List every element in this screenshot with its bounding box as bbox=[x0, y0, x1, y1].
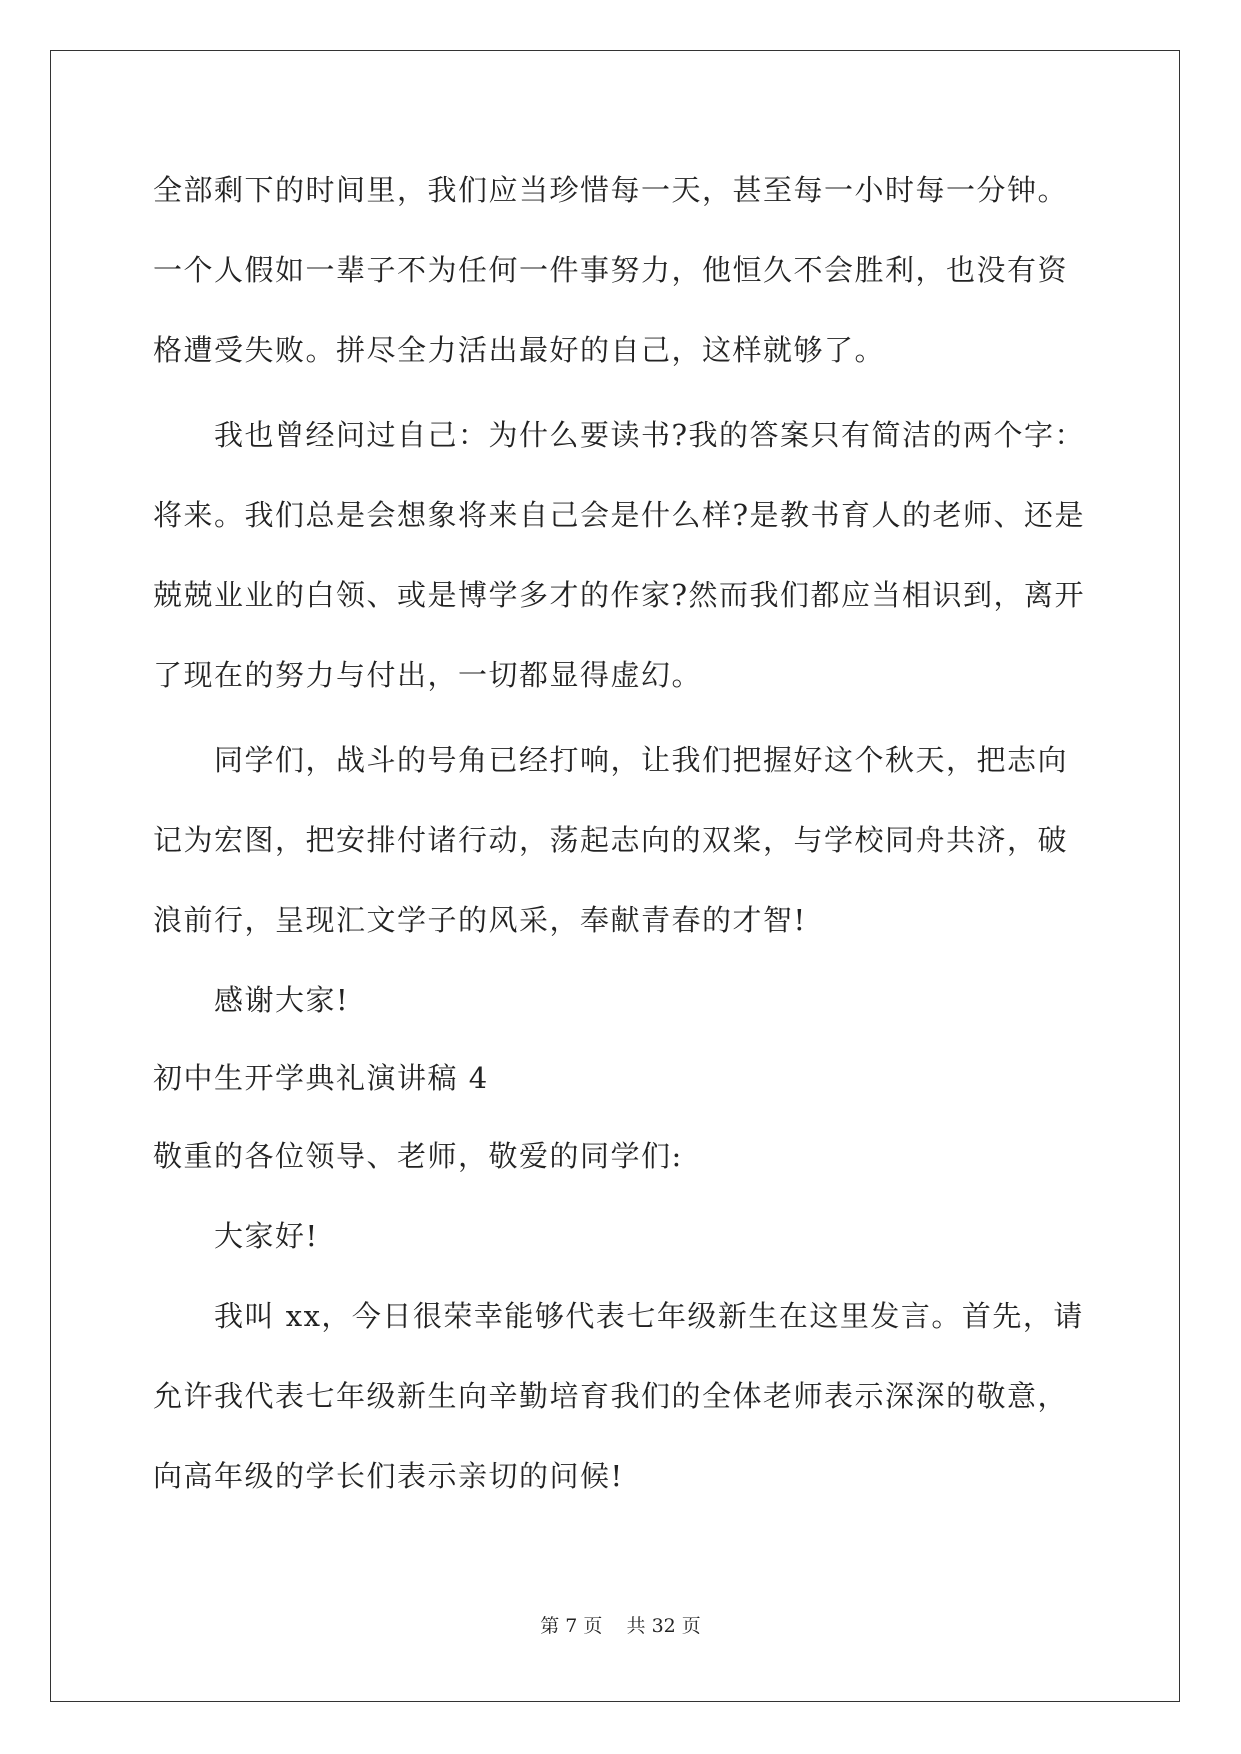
greeting: 大家好! bbox=[214, 1219, 319, 1253]
paragraph-line: 我叫 xx，今日很荣幸能够代表七年级新生在这里发言。首先，请 bbox=[214, 1299, 1084, 1333]
paragraph-line: 我也曾经问过自己：为什么要读书?我的答案只有简洁的两个字： bbox=[214, 418, 1086, 452]
paragraph-line: 记为宏图，把安排付诸行动，荡起志向的双桨，与学校同舟共济，破 bbox=[153, 823, 1069, 857]
paragraph-line: 格遭受失败。拼尽全力活出最好的自己，这样就够了。 bbox=[153, 333, 886, 367]
paragraph-line: 一个人假如一辈子不为任何一件事努力，他恒久不会胜利，也没有资 bbox=[153, 253, 1069, 287]
paragraph-line: 允许我代表七年级新生向辛勤培育我们的全体老师表示深深的敬意， bbox=[153, 1379, 1069, 1413]
salutation: 敬重的各位领导、老师，敬爱的同学们: bbox=[153, 1139, 683, 1173]
closing-line: 感谢大家! bbox=[214, 983, 350, 1017]
paragraph-line: 将来。我们总是会想象将来自己会是什么样?是教书育人的老师、还是 bbox=[153, 498, 1086, 532]
page-border bbox=[50, 50, 1180, 1702]
paragraph-line: 同学们，战斗的号角已经打响，让我们把握好这个秋天，把志向 bbox=[214, 743, 1069, 777]
paragraph-line: 了现在的努力与付出，一切都显得虚幻。 bbox=[153, 658, 703, 692]
paragraph-line: 全部剩下的时间里，我们应当珍惜每一天，甚至每一小时每一分钟。 bbox=[153, 173, 1069, 207]
paragraph-line: 浪前行，呈现汇文学子的风采，奉献青春的才智! bbox=[153, 903, 807, 937]
page-number-footer: 第 7 页 共 32 页 bbox=[540, 1615, 701, 1637]
paragraph-line: 向高年级的学长们表示亲切的问候! bbox=[153, 1459, 624, 1493]
section-title: 初中生开学典礼演讲稿 4 bbox=[153, 1061, 489, 1095]
paragraph-line: 兢兢业业的白领、或是博学多才的作家?然而我们都应当相识到，离开 bbox=[153, 578, 1086, 612]
